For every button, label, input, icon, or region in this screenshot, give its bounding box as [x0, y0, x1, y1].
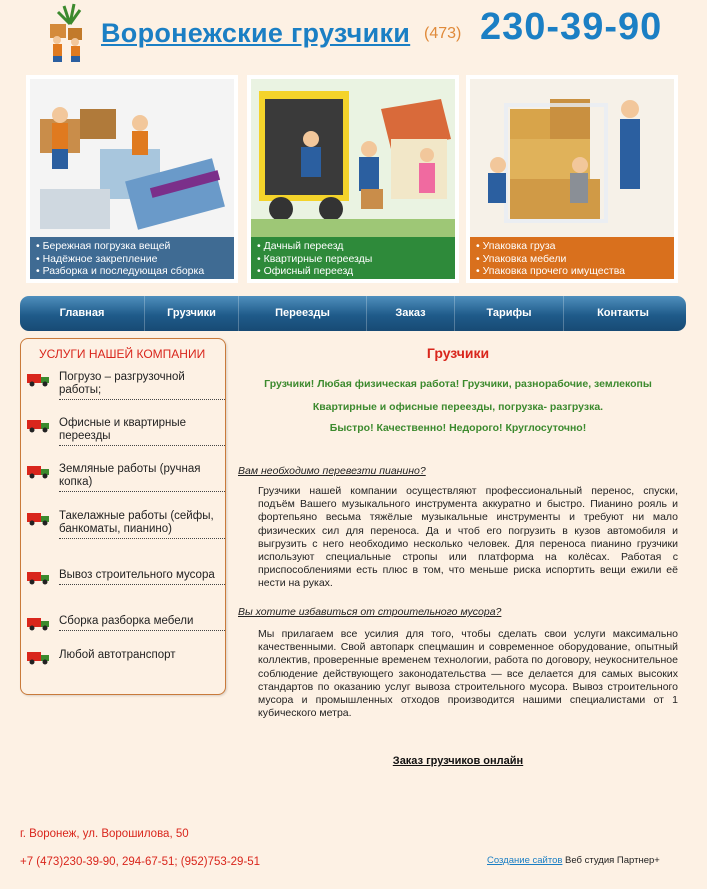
caption-line: • Упаковка мебели [476, 252, 567, 265]
footer-phones: +7 (473)230-39-90, 294-67-51; (952)753-29-51 [20, 856, 261, 868]
header-phone: 230-39-90 [480, 6, 663, 48]
nav-relocation[interactable]: Переезды [275, 307, 330, 319]
caption-line: • Бережная погрузка вещей [36, 240, 171, 252]
banner-caption-1 [30, 237, 234, 279]
nav-order[interactable]: Заказ [395, 307, 426, 319]
slogan-line: Быстро! Качественно! Недорого! Круглосуточно! [329, 422, 587, 434]
sidebar-item-label[interactable]: Любой автотранспорт [59, 649, 176, 661]
nav-movers[interactable]: Грузчики [167, 307, 216, 319]
site-title[interactable]: Воронежские грузчики [101, 18, 411, 48]
footer-address: г. Воронеж, ул. Ворошилова, 50 [20, 828, 189, 840]
moving-boxes-illustration [30, 79, 234, 237]
question-heading: Вы хотите избавиться от строительного мусора? [238, 606, 502, 618]
services-sidebar [20, 338, 226, 695]
truck-icon [27, 463, 51, 479]
truck-icon [27, 371, 51, 387]
order-online-link[interactable]: Заказ грузчиков онлайн [392, 755, 524, 767]
sidebar-item-label[interactable]: Такелажные работы (сейфы, банкоматы, пианино) [59, 510, 225, 539]
caption-line: • Разборка и последующая сборка [36, 265, 205, 277]
slogan-line: Квартирные и офисные переезды, погрузка- разгрузка. [312, 401, 604, 413]
truck-icon [27, 569, 51, 585]
caption-line: • Надёжное закрепление [36, 252, 158, 265]
slogan-line: Грузчики! Любая физическая работа! Грузчики, разнорабочие, землекопы [264, 378, 652, 390]
caption-line: • Офисный переезд [257, 265, 354, 277]
sidebar-item-label[interactable]: Офисные и квартирные переезды [59, 417, 225, 446]
studio-name: Веб студия Партнер+ [565, 855, 660, 866]
main-nav [20, 296, 686, 331]
sidebar-item-label[interactable]: Земляные работы (ручная копка) [59, 463, 225, 492]
question-heading: Вам необходимо перевезти пианино? [238, 465, 426, 477]
sidebar-item-label[interactable]: Сборка разборка мебели [59, 615, 225, 631]
banner-caption-3 [470, 237, 674, 279]
truck-icon [27, 649, 51, 665]
page-title: Грузчики [426, 345, 490, 361]
caption-line: • Упаковка груза [476, 240, 556, 252]
caption-line: • Дачный переезд [257, 240, 344, 252]
nav-tariffs[interactable]: Тарифы [486, 307, 532, 319]
nav-home[interactable]: Главная [59, 307, 105, 319]
sidebar-item-label[interactable]: Вывоз строительного мусора [59, 569, 225, 585]
sidebar-title: УСЛУГИ НАШЕЙ КОМПАНИИ [39, 347, 206, 361]
studio-link[interactable]: Создание сайтов [487, 855, 563, 866]
banner-moving [247, 75, 459, 283]
paragraph-piano: Грузчики нашей компании осуществляют профессиональный перенос, спуски, подъём Вашего музыкального инструмента аккуратно и быстро. Пианино рояль и фортепьяно весьма тяжёлые музыкальные инструменты и требуют ни мало физических сил для переноса. Да и чтоб его погрузить в кузов автомобиля и выгрузить с него необходимо несколько человек. Для переноса пианино грузчики используют специальные стропы или платформа на колёсах. Работая с приспособлениями есть плюс в том, что меньше риска испортить вещи ежили её нести на руках. [258, 485, 678, 590]
phone-code: (473) [424, 25, 462, 42]
caption-line: • Квартирные переезды [257, 252, 373, 265]
paragraph-debris: Мы прилагаем все усилия для того, чтобы сделать свои услуги максимально качественными. Свой автопарк спецмашин и современное оборудование, опытный коллектив, проверенные временем технологии, работа по договору, неукоснительное соблюдение действующего законодательства — все делается для самых высоких стандартов по оказанию услуг вывоза строительного мусора. Вывоз строительного мусора и промышленных отходов производится нашими специалистами от 1 кубического метра. [258, 628, 678, 720]
site-header [0, 0, 707, 72]
truck-icon [27, 417, 51, 433]
sidebar-item-label[interactable]: Погрузо – разгрузочной работы; [59, 371, 225, 400]
banner-wrapping [466, 75, 678, 283]
banner-caption-2 [251, 237, 455, 279]
truck-icon [27, 510, 51, 526]
moving-truck-illustration [251, 79, 455, 237]
truck-icon [27, 615, 51, 631]
nav-contacts[interactable]: Контакты [597, 307, 649, 319]
packed-boxes-illustration [470, 79, 674, 237]
caption-line: • Упаковка прочего имущества [476, 265, 625, 277]
movers-logo-icon [44, 2, 90, 64]
banner-packing [26, 75, 238, 283]
footer-studio [487, 855, 660, 866]
